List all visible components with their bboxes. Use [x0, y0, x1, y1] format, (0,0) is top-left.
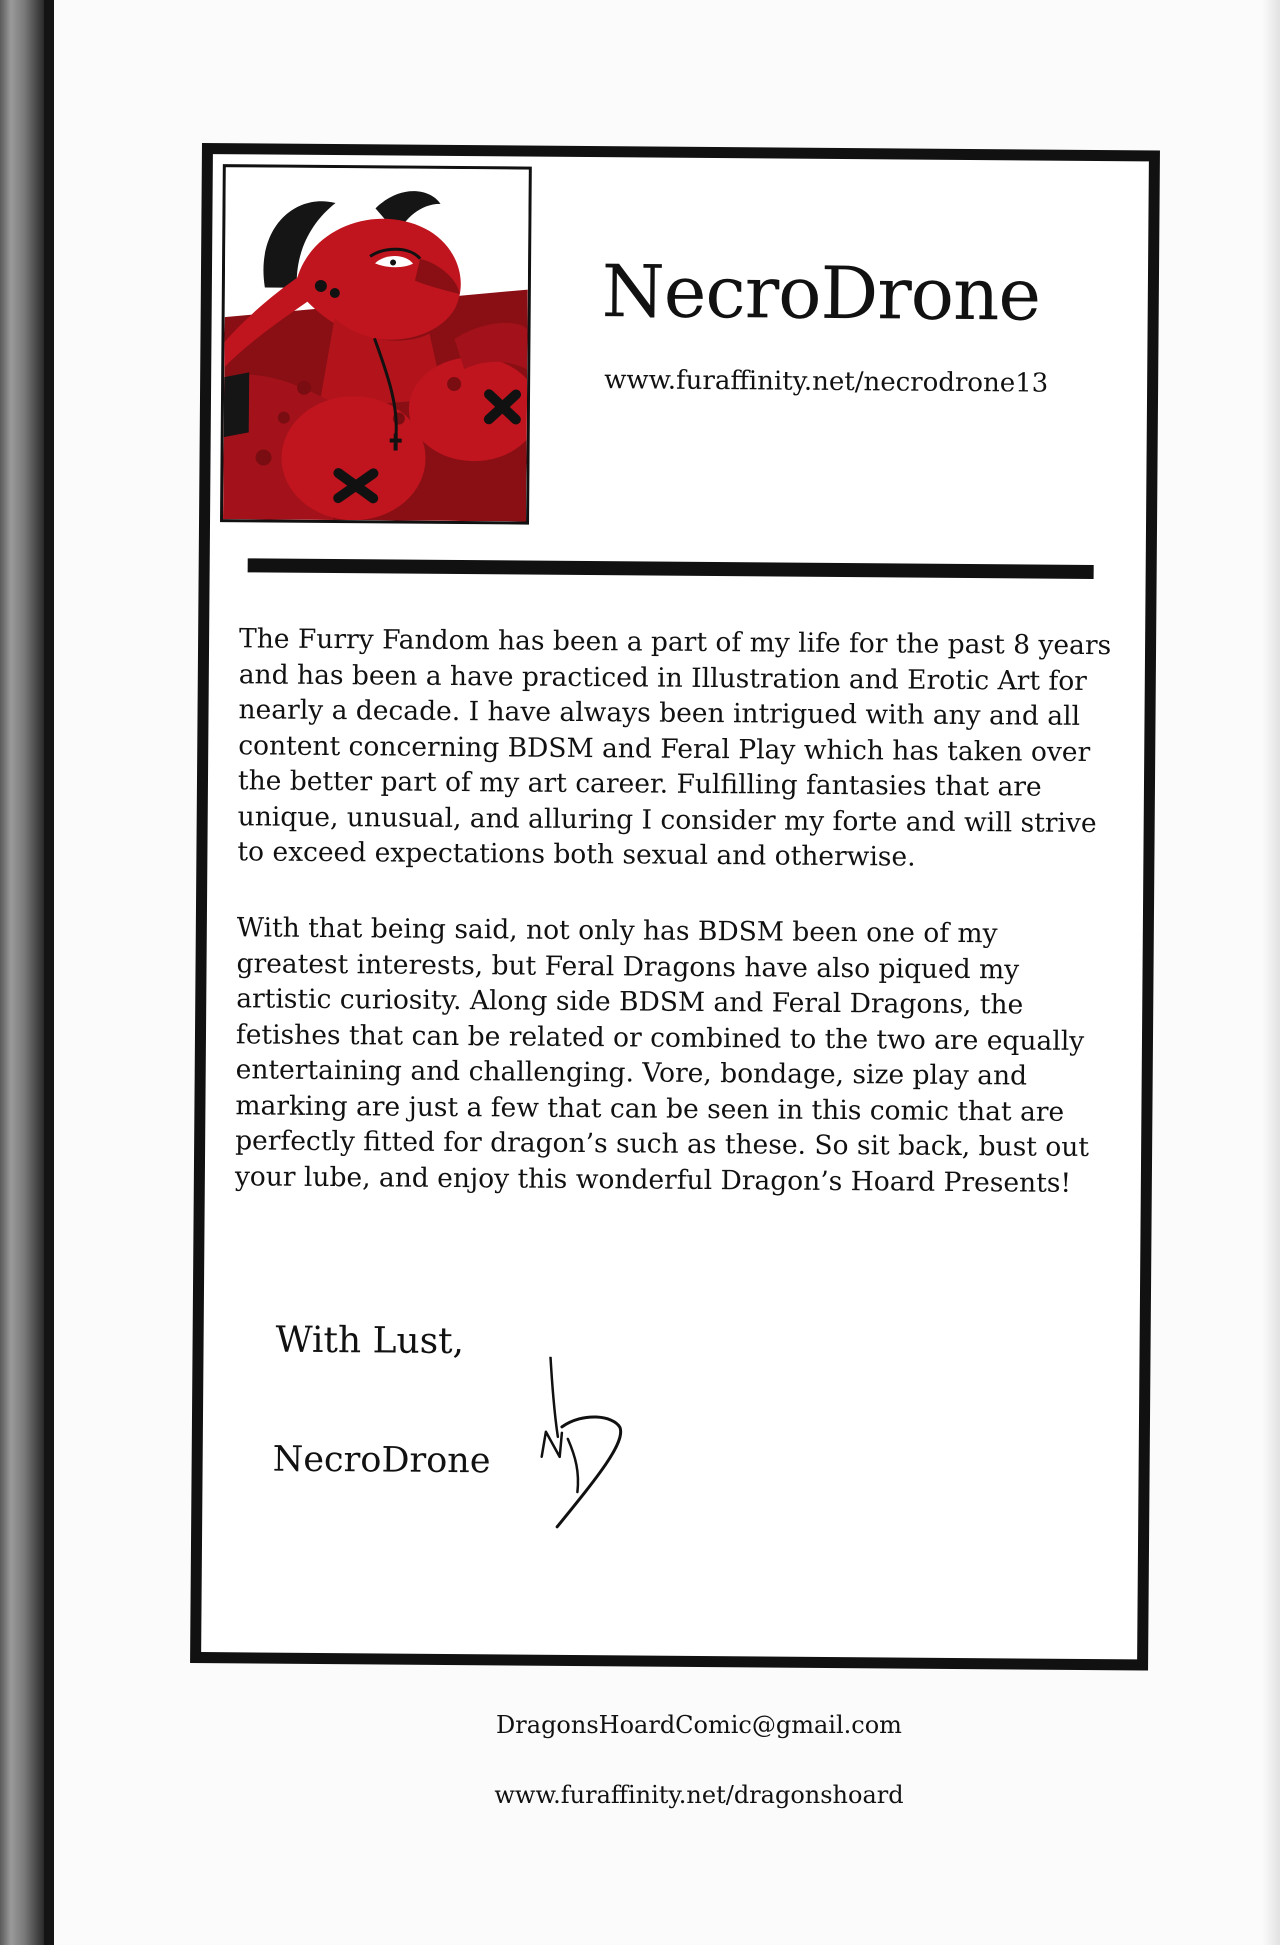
closing-salutation: With Lust,: [275, 1319, 465, 1363]
signoff-name: NecroDrone: [272, 1439, 491, 1482]
divider-rule: [248, 558, 1094, 579]
spine-edge: [44, 0, 54, 1945]
page: [54, 0, 1280, 1945]
dragon-portrait-illustration: [223, 167, 529, 521]
bio-paragraph-1: The Furry Fandom has been a part of my life for the past 8 years and has been a have practiced in Illustration and Erotic Art for nearly a decade. I have always been intrigued with any and all content concerning BDSM and Feral Play which has taken over the better part of my art career. Fulfilling fantasies that are unique, unusual, and alluring I consider my forte and will strive to exceed expectations both sexual and otherwise.: [237, 623, 1112, 873]
book-spine: [0, 0, 44, 1945]
artist-url: www.furaffinity.net/necrodrone13: [604, 365, 1049, 399]
page-shadow: [1262, 0, 1280, 1945]
handwritten-signature: [527, 1357, 638, 1548]
bio-paragraph-2: With that being said, not only has BDSM been one of my greatest interests, but Feral Dragons have also piqued my artistic curiosity. Along side BDSM and Feral Dragons, the fetishes that can be related or combined to the two are equally entertaining and challenging. Vore, bondage, size play and marking are just a few that can be seen in this comic that are perfectly fitted for dragon’s such as these. So sit back, bust out your lube, and enjoy this wonderful Dragon’s Hoard Presents!: [234, 912, 1090, 1199]
bio-frame: [190, 143, 1160, 1670]
contact-website: www.furaffinity.net/dragonshoard: [494, 1781, 904, 1809]
artist-name: NecroDrone: [601, 249, 1041, 337]
contact-email: DragonsHoardComic@gmail.com: [496, 1711, 902, 1739]
artist-portrait: [220, 164, 532, 524]
